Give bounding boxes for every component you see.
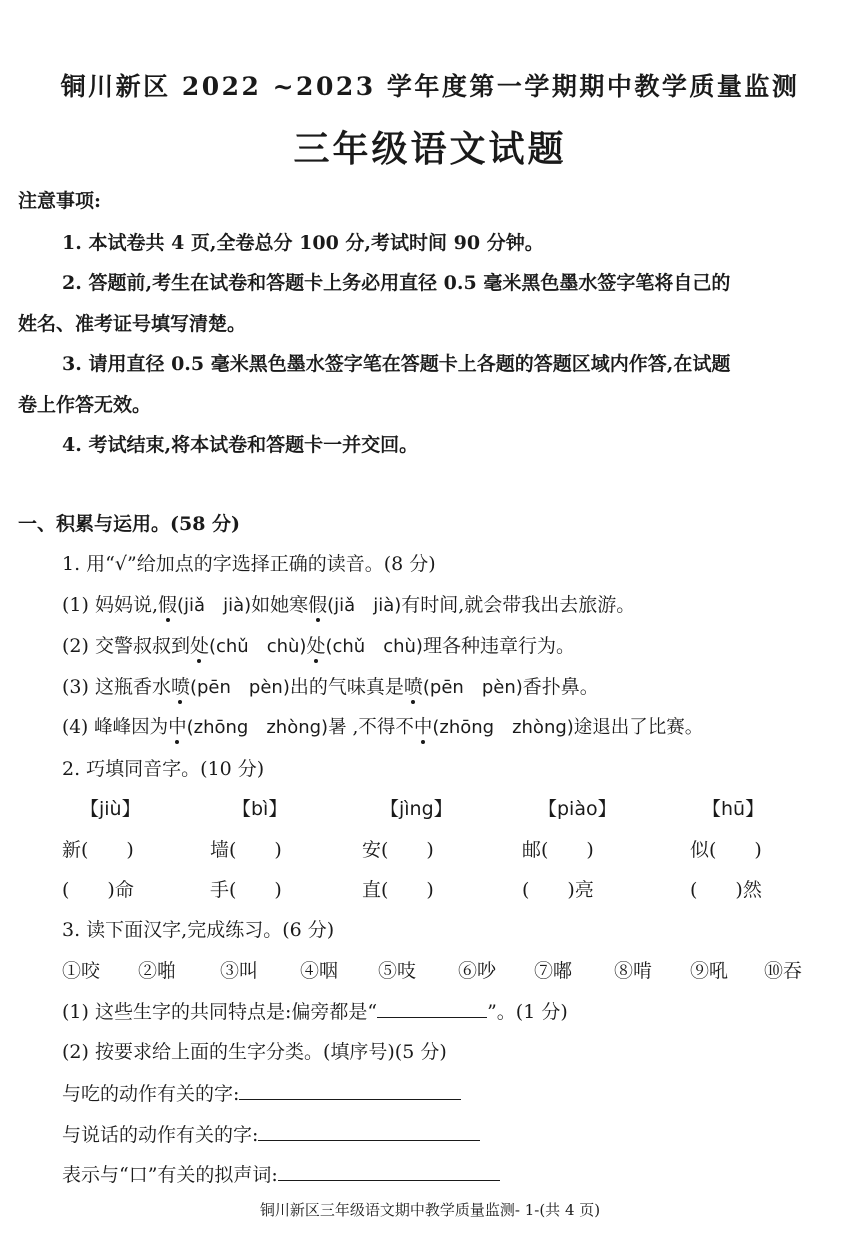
item-text: 理各种违章行为。 (422, 635, 575, 657)
question-1-item-1 (62, 593, 635, 618)
answer-blank[interactable] (239, 1081, 461, 1100)
item-text: 有时间,就会带我出去旅游。 (401, 594, 636, 616)
pinyin-header: 【piào】 (538, 798, 617, 820)
char-option: ②啪 (138, 960, 177, 982)
answer-blank[interactable] (377, 999, 487, 1018)
answer-blank[interactable] (258, 1122, 480, 1141)
category-label: 表示与“口”有关的拟声词: (62, 1164, 278, 1186)
pinyin-choice[interactable]: (zhōng zhòng) (432, 717, 574, 738)
char-option: ⑧啃 (614, 960, 653, 982)
category-speaking (62, 1122, 480, 1147)
category-eating (62, 1081, 461, 1106)
sub-1-prefix: (1) 这些生字的共同特点是:偏旁都是“ (62, 1001, 378, 1023)
item-text: (3) 这瓶香水 (62, 676, 171, 698)
notes-item-3-line-2: 卷上作答无效。 (18, 394, 152, 416)
char-option: ⑨吼 (690, 960, 729, 982)
item-text: (1) 妈妈说, (62, 594, 158, 616)
answer-blank[interactable] (278, 1162, 500, 1181)
fill-blank[interactable]: 手( ) (210, 879, 282, 901)
char-option: ⑤吱 (378, 960, 417, 982)
section-1-heading: 一、积累与运用。(58 分) (18, 513, 241, 535)
pinyin-choice[interactable]: (chǔ chù) (325, 636, 423, 657)
question-3-sub-2: (2) 按要求给上面的生字分类。(填序号)(5 分) (62, 1041, 447, 1063)
fill-blank[interactable]: 安( ) (362, 839, 434, 861)
item-text: (2) 交警叔叔到 (62, 635, 190, 657)
question-1-item-2 (62, 634, 575, 659)
subject-title: 三年级语文试题 (293, 129, 567, 170)
fill-blank[interactable]: ( )亮 (522, 879, 594, 901)
notes-item-1: 1. 本试卷共 4 页,全卷总分 100 分,考试时间 90 分钟。 (62, 232, 544, 254)
notes-item-3-line-1: 3. 请用直径 0.5 毫米黑色墨水签字笔在答题卡上各题的答题区域内作答,在试题 (62, 353, 731, 375)
char-option: ⑥吵 (458, 960, 497, 982)
fill-blank[interactable]: 邮( ) (522, 839, 594, 861)
fill-blank[interactable]: 墙( ) (210, 839, 282, 861)
sub-1-suffix: ”。(1 分) (487, 1001, 568, 1023)
category-onomatopoeia (62, 1162, 500, 1187)
pinyin-header: 【jiù】 (80, 798, 141, 820)
dotted-char: 假 (308, 594, 328, 616)
dotted-char: 中 (413, 717, 433, 738)
fill-blank[interactable]: 直( ) (362, 879, 434, 901)
pinyin-header: 【jìng】 (380, 798, 453, 820)
question-3-title: 3. 读下面汉字,完成练习。(6 分) (62, 919, 335, 941)
dotted-char: 喷 (170, 676, 190, 698)
dotted-char: 中 (168, 717, 187, 738)
question-2-title: 2. 巧填同音字。(10 分) (62, 758, 265, 780)
dotted-char: 处 (306, 635, 326, 657)
pinyin-choice[interactable]: (zhōng zhòng) (186, 717, 329, 738)
pinyin-choice[interactable]: (chǔ chù) (208, 636, 307, 657)
question-1-item-3 (62, 675, 599, 700)
char-option: ①咬 (62, 960, 101, 982)
question-1-title: 1. 用“√”给加点的字选择正确的读音。(8 分) (62, 553, 436, 575)
dotted-char: 假 (158, 594, 178, 616)
question-3-sub-1 (62, 999, 568, 1024)
char-option: ⑦嘟 (534, 960, 573, 982)
char-option: ⑩吞 (764, 960, 803, 982)
notes-item-2-line-1: 2. 答题前,考生在试卷和答题卡上务必用直径 0.5 毫米黑色墨水签字笔将自己的 (62, 272, 731, 294)
item-text: 途退出了比赛。 (573, 717, 704, 738)
pinyin-choice[interactable]: (pēn pèn) (189, 677, 290, 698)
pinyin-choice[interactable]: (jiǎ jià) (327, 595, 402, 616)
dotted-char: 处 (189, 635, 209, 657)
fill-blank[interactable]: 似( ) (690, 839, 762, 861)
item-text: 香扑鼻。 (522, 676, 599, 698)
category-label: 与吃的动作有关的字: (62, 1083, 240, 1105)
pinyin-header: 【bì】 (232, 798, 288, 820)
pinyin-choice[interactable]: (pēn pèn) (422, 677, 523, 698)
fill-blank[interactable]: ( )命 (62, 879, 134, 901)
item-text: 如她寒 (251, 594, 309, 616)
page-footer: 铜川新区三年级语文期中教学质量监测- 1-(共 4 页) (259, 1201, 601, 1219)
char-option: ④咽 (300, 960, 339, 982)
notes-heading: 注意事项: (18, 190, 102, 212)
item-text: 暑 ,不得不 (328, 717, 414, 738)
notes-item-4: 4. 考试结束,将本试卷和答题卡一并交回。 (62, 434, 419, 456)
fill-blank[interactable]: ( )然 (690, 879, 762, 901)
pinyin-header: 【hū】 (702, 798, 765, 820)
char-option: ③叫 (220, 960, 259, 982)
notes-item-2-line-2: 姓名、准考证号填写清楚。 (18, 313, 247, 335)
item-text: 出的气味真是 (289, 676, 404, 698)
question-1-item-4 (62, 716, 703, 740)
category-label: 与说话的动作有关的字: (62, 1124, 259, 1146)
pinyin-choice[interactable]: (jiǎ jià) (177, 595, 252, 616)
dotted-char: 喷 (403, 676, 423, 698)
exam-title: 铜川新区 2022 ~2023 学年度第一学期期中教学质量监测 (60, 72, 800, 101)
item-text: (4) 峰峰因为 (62, 717, 169, 738)
fill-blank[interactable]: 新( ) (62, 839, 134, 861)
